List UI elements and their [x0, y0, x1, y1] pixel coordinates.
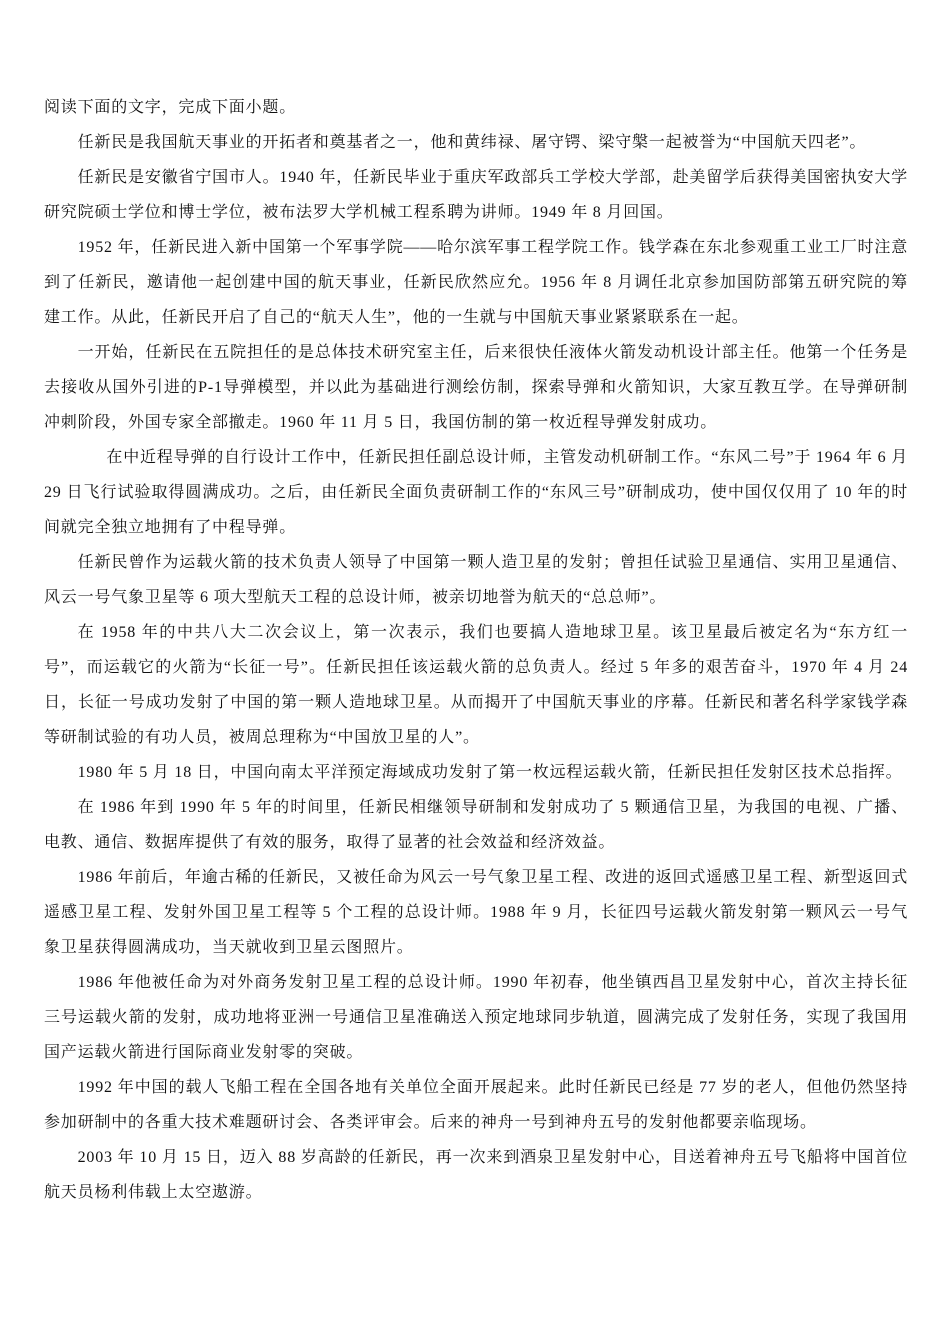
paragraph-fengyun-projects: 1986 年前后，年逾古稀的任新民，又被任命为风云一号气象卫星工程、改进的返回式遥感卫星工程、新型返回式遥感卫星工程、发射外国卫星工程等 5 个工程的总设计师。1988 年 9 月，长征四号运载火箭发射第一颗风云一号气象卫星获得圆满成功，当天就收到卫星云图照片。 [44, 869, 908, 956]
reading-passage [44, 90, 908, 1210]
paragraph-1980-rocket: 1980 年 5 月 18 日，中国向南太平洋预定海域成功发射了第一枚远程运载火箭，任新民担任发射区技术总指挥。 [77, 764, 903, 781]
paragraph-shenzhou-five-2003: 2003 年 10 月 15 日，迈入 88 岁高龄的任新民，再一次来到酒泉卫星发射中心，目送着神舟五号飞船将中国首位航天员杨利伟载上太空遨游。 [44, 1149, 908, 1201]
paragraph-dongfanghong-satellite: 在 1958 年的中共八大二次会议上，第一次表示，我们也要搞人造地球卫星。该卫星最后被定名为“东方红一号”，而运载它的火箭为“长征一号”。任新民担任该运载火箭的总负责人。经过 5 年多的艰苦奋斗，1970 年 4 月 24 日，长征一号成功发射了中国的第一颗人造地球卫星。从而揭开了中国航天事业的序幕。任新民和著名科学家钱学森等研制试验的有功人员，被周总理称为“中国放卫星的人”。 [44, 624, 908, 746]
paragraph-commercial-launch: 1986 年他被任命为对外商务发射卫星工程的总设计师。1990 年初春，他坐镇西昌卫星发射中心，首次主持长征三号运载火箭的发射，成功地将亚洲一号通信卫星准确送入预定地球同步轨道，圆满完成了发射任务，实现了我国用国产运载火箭进行国际商业发射零的突破。 [44, 974, 908, 1061]
paragraph-manned-spaceflight: 1992 年中国的载人飞船工程在全国各地有关单位全面开展起来。此时任新民已经是 77 岁的老人，但他仍然坚持参加研制中的各重大技术难题研讨会、各类评审会。后来的神舟一号到神舟五号的发射他都要亲临现场。 [44, 1079, 908, 1131]
paragraph-early-education: 任新民是安徽省宁国市人。1940 年，任新民毕业于重庆军政部兵工学校大学部，赴美留学后获得美国密执安大学研究院硕士学位和博士学位，被布法罗大学机械工程系聘为讲师。1949 年 8 月回国。 [44, 169, 908, 221]
paragraph-communication-satellites: 在 1986 年到 1990 年 5 年的时间里，任新民相继领导研制和发射成功了 5 颗通信卫星，为我国的电视、广播、电教、通信、数据库提供了有效的服务，取得了显著的社会效益和经济效益。 [44, 799, 908, 851]
paragraph-harbin-1952: 1952 年，任新民进入新中国第一个军事学院——哈尔滨军事工程学院工作。钱学森在东北参观重工业工厂时注意到了任新民，邀请他一起创建中国的航天事业，任新民欣然应允。1956 年 8 月调任北京参加国防部第五研究院的筹建工作。从此，任新民开启了自己的“航天人生”，他的一生就与中国航天事业紧紧联系在一起。 [44, 239, 908, 326]
paragraph-intro-four-elders: 任新民是我国航天事业的开拓者和奠基者之一，他和黄纬禄、屠守锷、梁守槃一起被誉为“中国航天四老”。 [77, 134, 867, 151]
paragraph-dongfeng-design: 在中近程导弹的自行设计工作中，任新民担任副总设计师，主管发动机研制工作。“东风二号”于 1964 年 6 月 29 日飞行试验取得圆满成功。之后，由任新民全面负责研制工作的“东风三号”研制成功，使中国仅仅用了 10 年的时间就完全独立地拥有了中程导弹。 [44, 449, 908, 536]
reading-instruction: 阅读下面的文字，完成下面小题。 [44, 99, 297, 116]
paragraph-fifth-academy-missile: 一开始，任新民在五院担任的是总体技术研究室主任，后来很快任液体火箭发动机设计部主任。他第一个任务是去接收从国外引进的P-1导弹模型，并以此为基础进行测绘仿制，探索导弹和火箭知识，大家互教互学。在导弹研制冲刺阶段，外国专家全部撤走。1960 年 11 月 5 日，我国仿制的第一枚近程导弹发射成功。 [44, 344, 908, 431]
paragraph-chief-designer-title: 任新民曾作为运载火箭的技术负责人领导了中国第一颗人造卫星的发射；曾担任试验卫星通信、实用卫星通信、风云一号气象卫星等 6 项大型航天工程的总设计师，被亲切地誉为航天的“总总师”。 [44, 554, 908, 606]
